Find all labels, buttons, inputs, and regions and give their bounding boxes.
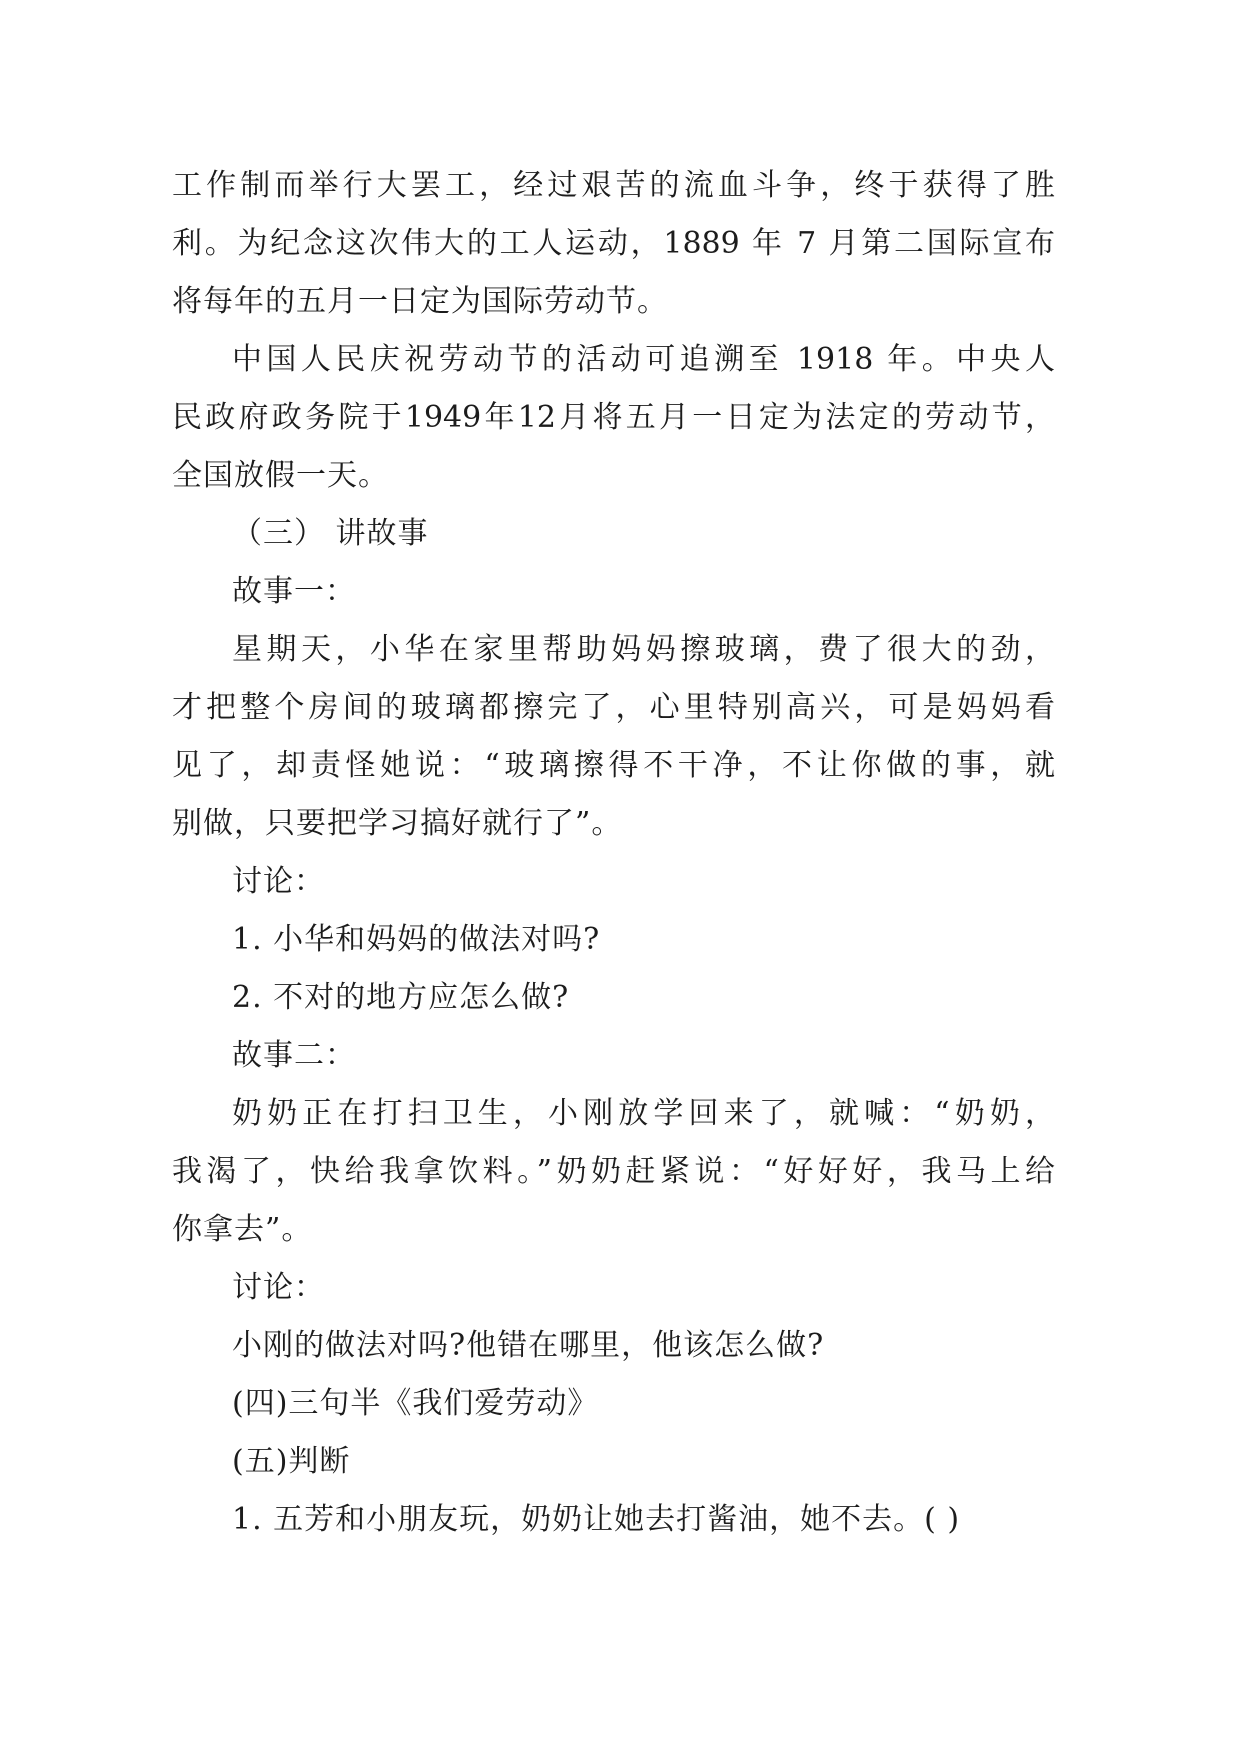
paragraph-line: 别做，只要把学习搞好就行了”。: [172, 806, 623, 841]
paragraph-line: 民政府政务院于1949年12月将五月一日定为法定的劳动节，: [172, 400, 1055, 435]
heading-line: 故事二：: [232, 1038, 356, 1073]
story-two-heading: [172, 1027, 1055, 1085]
judgment-line: 1. 五芳和小朋友玩，奶奶让她去打酱油，她不去。( ): [232, 1502, 961, 1537]
judgment-item-1: [172, 1491, 1055, 1549]
section-heading-4: [172, 1375, 1055, 1433]
paragraph-line: 才把整个房间的玻璃都擦完了，心里特别高兴，可是妈妈看: [172, 690, 1055, 725]
heading-line: (五)判断: [232, 1444, 351, 1479]
label-line: 讨论：: [232, 1270, 325, 1305]
paragraph-line: 工作制而举行大罢工，经过艰苦的流血斗争，终于获得了胜: [172, 168, 1055, 203]
discussion-question-1: [172, 911, 1055, 969]
section-heading-5: [172, 1433, 1055, 1491]
discussion-label-1: [172, 853, 1055, 911]
heading-line: （三） 讲故事: [232, 516, 429, 551]
story-one-text: [172, 621, 1055, 853]
paragraph-line: 中国人民庆祝劳动节的活动可追溯至 1918 年。中央人: [232, 342, 1055, 377]
story-two-text: [172, 1085, 1055, 1259]
paragraph-line: 你拿去”。: [172, 1212, 313, 1247]
discussion-label-2: [172, 1259, 1055, 1317]
paragraph-line: 星期天，小华在家里帮助妈妈擦玻璃，费了很大的劲，: [232, 632, 1055, 667]
heading-line: (四)三句半《我们爱劳动》: [232, 1386, 599, 1421]
labor-day-china-paragraph: [172, 331, 1055, 505]
paragraph-line: 我渴了，快给我拿饮料。”奶奶赶紧说：“好好好，我马上给: [172, 1154, 1055, 1189]
discussion-question-3: [172, 1317, 1055, 1375]
question-line: 小刚的做法对吗?他错在哪里，他该怎么做?: [232, 1328, 825, 1363]
discussion-question-2: [172, 969, 1055, 1027]
paragraph-line: 将每年的五月一日定为国际劳动节。: [172, 284, 668, 319]
label-line: 讨论：: [232, 864, 325, 899]
question-line: 1. 小华和妈妈的做法对吗?: [232, 922, 601, 957]
question-line: 2. 不对的地方应怎么做?: [232, 980, 570, 1015]
paragraph-line: 奶奶正在打扫卫生，小刚放学回来了，就喊：“奶奶，: [232, 1096, 1055, 1131]
intro-paragraph-continued: [172, 157, 1055, 331]
story-one-heading: [172, 563, 1055, 621]
paragraph-line: 见了，却责怪她说：“玻璃擦得不干净，不让你做的事，就: [172, 748, 1055, 783]
document-body: [172, 157, 1055, 1549]
paragraph-line: 全国放假一天。: [172, 458, 389, 493]
paragraph-line: 利。为纪念这次伟大的工人运动，1889 年 7 月第二国际宣布: [172, 226, 1055, 261]
heading-line: 故事一：: [232, 574, 356, 609]
section-heading-3: [172, 505, 1055, 563]
